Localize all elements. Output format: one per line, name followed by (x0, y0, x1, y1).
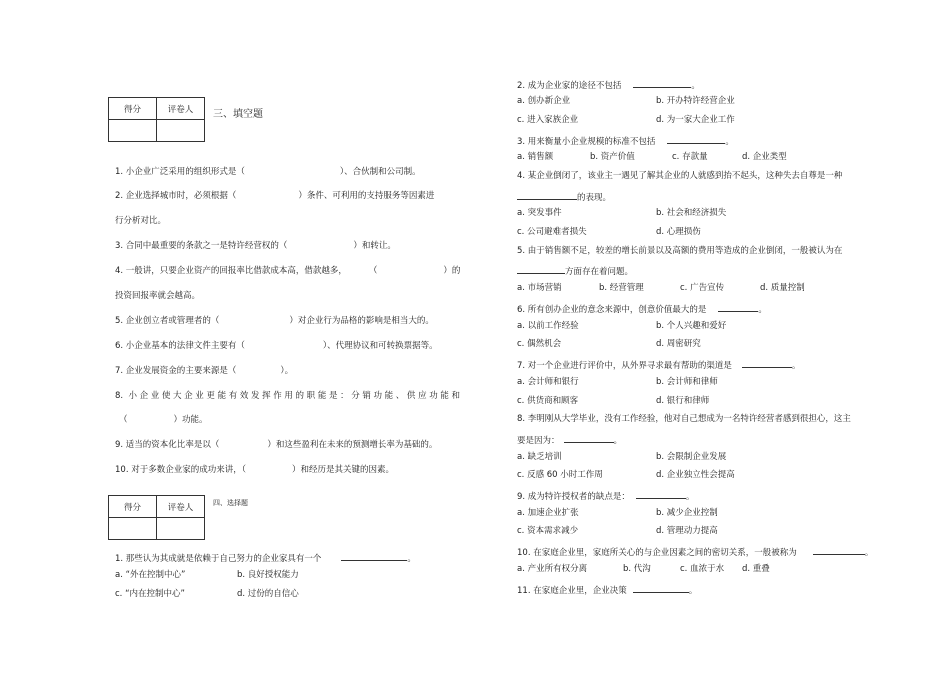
fill-question-6: 6. 小企业基本的法律文件主要有（ ）、代理协议和可转换票据等。 (115, 341, 438, 351)
choice-option: a. 销售额 (517, 152, 554, 162)
choice-option: b. 代沟 (623, 564, 651, 574)
score-label: 得分 (109, 98, 157, 120)
grader-label: 评卷人 (157, 98, 205, 120)
choice-option: d. 过份的自信心 (237, 589, 299, 599)
choice-option: c. 公司避难者损失 (517, 227, 587, 237)
choice-option: b. 减少企业控制 (656, 508, 718, 518)
choice-option: a. 缺乏培训 (517, 452, 562, 462)
choice-option: c. 供货商和顾客 (517, 396, 579, 406)
choice-option: d. 心理损伤 (656, 227, 701, 237)
choice-option: d. 质量控制 (760, 283, 805, 293)
choice-option: d. 周密研究 (656, 339, 701, 349)
choice-question-4: 4. 某企业倒闭了，该业主一遇见了解其企业的人就感到抬不起头，这种失去自尊是一种 (517, 171, 843, 181)
score-cell (109, 518, 157, 540)
section3-title: 三、填空题 (213, 109, 263, 120)
choice-option: a. “外在控制中心” (115, 570, 186, 580)
choice-option: b. 经营管理 (599, 283, 644, 293)
fill-question-4: 4. 一般讲，只要企业资产的回报率比借款成本高，借款越多， （ ）的 (115, 266, 461, 276)
choice-option: a. 会计师和银行 (517, 377, 579, 387)
score-table-2 (108, 495, 205, 540)
choice-option: b. 个人兴趣和爱好 (656, 321, 727, 331)
choice-option: a. 创办新企业 (517, 96, 571, 106)
choice-option: c. 资本需求减少 (517, 526, 579, 536)
fill-question-9: 9. 适当的资本化比率是以（ ）和这些盈利在未来的预测增长率为基础的。 (115, 440, 438, 450)
choice-question-7: 7. 对一个企业进行评价中，从外界寻求最有帮助的渠道是 。 (517, 358, 800, 372)
fill-question-4-cont: 投资回报率就会越高。 (115, 291, 201, 301)
choice-option: c. 反感 60 小时工作周 (517, 470, 603, 480)
score-table-1 (108, 97, 205, 142)
choice-option: d. 银行和律师 (656, 396, 710, 406)
score-cell (109, 120, 157, 142)
choice-option: b. 会限制企业发展 (656, 452, 727, 462)
score-label: 得分 (109, 496, 157, 518)
fill-question-3: 3. 合同中最重要的条款之一是特许经营权的（ ）和转让。 (115, 241, 396, 251)
fill-question-2-cont: 行分析对比。 (115, 216, 167, 226)
grader-cell (157, 518, 205, 540)
choice-option: a. 市场营销 (517, 283, 562, 293)
fill-question-8-cont: （ ）功能。 (119, 415, 208, 425)
choice-option: d. 重叠 (742, 564, 770, 574)
fill-question-1: 1. 小企业广泛采用的组织形式是（ ）、合伙制和公司制。 (115, 167, 421, 177)
choice-option: c. 偶然机会 (517, 339, 562, 349)
choice-question-2: 2. 成为企业家的途径不包括 。 (517, 78, 700, 92)
choice-option: a. 加速企业扩张 (517, 508, 579, 518)
choice-question-5: 5. 由于销售额不足，较差的增长前景以及高额的费用等造成的企业倒闭，一般被认为在 (517, 246, 843, 256)
choice-option: d. 企业独立性会提高 (656, 470, 735, 480)
choice-question-10: 10. 在家庭企业里，家庭所关心的与企业因素之间的密切关系，一般被称为 。 (517, 545, 873, 559)
choice-question-8-cont: 要是因为： 。 (517, 433, 622, 447)
choice-question-11: 11. 在家庭企业里，企业决策 。 (517, 583, 697, 597)
choice-question-8: 8. 李明刚从大学毕业，没有工作经验，他对自己想成为一名特许经营者感到很担心，这主 (517, 414, 851, 424)
choice-question-9: 9. 成为特许授权者的缺点是： 。 (517, 489, 694, 503)
choice-option: b. 社会和经济损失 (656, 208, 727, 218)
grader-label: 评卷人 (157, 496, 205, 518)
choice-option: a. 以前工作经验 (517, 321, 579, 331)
choice-option: b. 资产价值 (590, 152, 635, 162)
choice-option: c. “内在控制中心” (115, 589, 185, 599)
choice-option: c. 广告宣传 (680, 283, 725, 293)
choice-question-3: 3. 用来衡量小企业规模的标准不包括 。 (517, 134, 734, 148)
section4-title: 四、选择题 (213, 499, 248, 507)
choice-question-5-cont: 方面存在着问题。 (517, 264, 633, 278)
choice-option: a. 产业所有权分离 (517, 564, 588, 574)
choice-option: a. 突发事件 (517, 208, 562, 218)
fill-question-8: 8. 小企业使大企业更能有效发挥作用的职能是：分销功能、供应功能和 (115, 391, 460, 401)
choice-option: b. 良好授权能力 (237, 570, 299, 580)
choice-option: d. 企业类型 (742, 152, 787, 162)
fill-question-5: 5. 企业创立者或管理者的（ ）对企业行为品格的影响是相当大的。 (115, 316, 434, 326)
choice-option: c. 血浓于水 (680, 564, 725, 574)
fill-question-7: 7. 企业发展资金的主要来源是（ ）。 (115, 366, 294, 376)
choice-question-6: 6. 所有创办企业的意念来源中，创意价值最大的是 。 (517, 302, 767, 316)
choice-question-1: 1. 那些认为其成就是依赖于自己努力的企业家具有一个 。 (115, 551, 416, 565)
fill-question-2: 2. 企业选择城市时，必须根据（ ）条件、可利用的支持服务等因素进 (115, 191, 435, 201)
grader-cell (157, 120, 205, 142)
choice-option: c. 存款量 (672, 152, 708, 162)
fill-question-10: 10. 对于多数企业家的成功来讲，（ ）和经历是其关键的因素。 (115, 465, 394, 475)
choice-option: b. 开办特许经营企业 (656, 96, 735, 106)
choice-option: d. 为一家大企业工作 (656, 115, 735, 125)
choice-question-4-cont: 的表现。 (517, 190, 611, 204)
choice-option: b. 会计师和律师 (656, 377, 718, 387)
choice-option: c. 进入家族企业 (517, 115, 579, 125)
choice-option: d. 管理动力提高 (656, 526, 718, 536)
